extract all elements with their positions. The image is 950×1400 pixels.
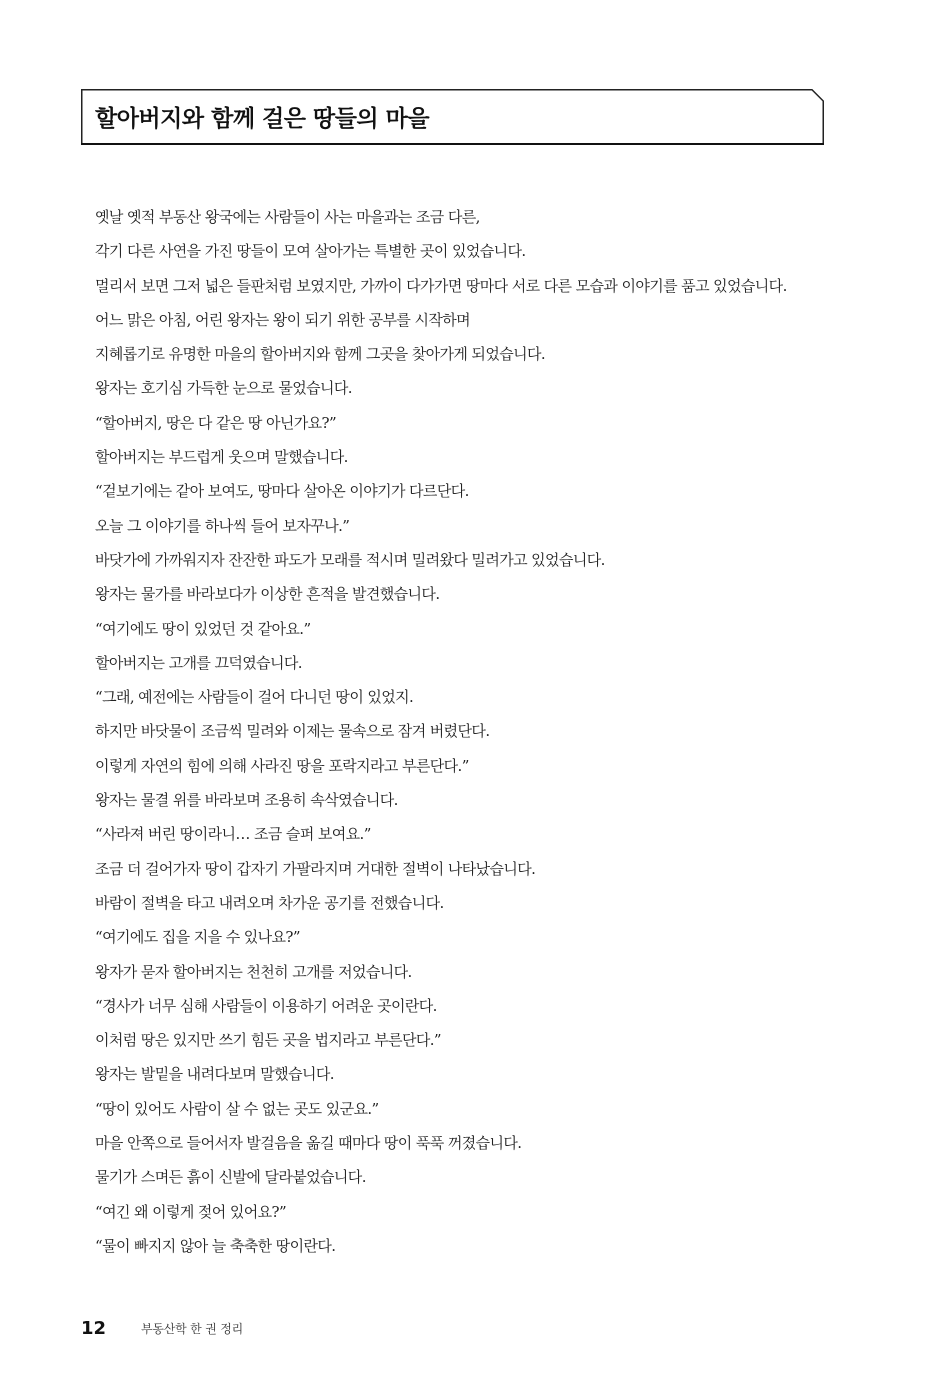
story-line: “겉보기에는 같아 보여도, 땅마다 살아온 이야기가 다르단다. <box>95 482 469 501</box>
story-line: 하지만 바닷물이 조금씩 밀려와 이제는 물속으로 잠겨 버렸단다. <box>95 722 490 741</box>
story-line: 물기가 스며든 흙이 신발에 달라붙었습니다. <box>95 1168 366 1187</box>
story-line: “여긴 왜 이렇게 젖어 있어요?” <box>95 1202 287 1221</box>
story-line: 왕자는 물결 위를 바라보며 조용히 속삭였습니다. <box>95 791 398 810</box>
running-book-title: 부동산학 한 권 정리 <box>141 1321 243 1336</box>
story-line: “물이 빠지지 않아 늘 축축한 땅이란다. <box>95 1236 336 1255</box>
story-line: 할아버지는 부드럽게 웃으며 말했습니다. <box>95 448 348 467</box>
chapter-title: 할아버지와 함께 걸은 땅들의 마을 <box>95 106 430 132</box>
story-line: 각기 다른 사연을 가진 땅들이 모여 살아가는 특별한 곳이 있었습니다. <box>95 242 526 261</box>
story-line: “여기에도 집을 지을 수 있나요?” <box>95 928 300 947</box>
story-line: “여기에도 땅이 있었던 것 같아요.” <box>95 619 311 638</box>
story-line: 바람이 절벽을 타고 내려오며 차가운 공기를 전했습니다. <box>95 893 444 912</box>
story-line: 왕자는 호기심 가득한 눈으로 물었습니다. <box>95 379 352 398</box>
story-line: 이렇게 자연의 힘에 의해 사라진 땅을 포락지라고 부른단다.” <box>95 756 469 775</box>
page-number: 12 <box>81 1317 107 1339</box>
story-line: 왕자는 물가를 바라보다가 이상한 흔적을 발견했습니다. <box>95 585 440 604</box>
story-line: “그래, 예전에는 사람들이 걸어 다니던 땅이 있었지. <box>95 688 414 707</box>
story-line: 이처럼 땅은 있지만 쓰기 힘든 곳을 법지라고 부른단다.” <box>95 1031 441 1050</box>
story-line: 바닷가에 가까워지자 잔잔한 파도가 모래를 적시며 밀려왔다 밀려가고 있었습니다. <box>95 550 605 569</box>
story-line: “땅이 있어도 사람이 살 수 없는 곳도 있군요.” <box>95 1099 379 1118</box>
story-line: 왕자가 묻자 할아버지는 천천히 고개를 저었습니다. <box>95 962 412 981</box>
chapter-title-box <box>81 89 824 145</box>
story-line: “사라져 버린 땅이라니… 조금 슬퍼 보여요.” <box>95 825 371 844</box>
story-line: 오늘 그 이야기를 하나씩 들어 보자꾸나.” <box>95 516 350 535</box>
story-line: 멀리서 보면 그저 넓은 들판처럼 보였지만, 가까이 다가가면 땅마다 서로 다른 모습과 이야기를 품고 있었습니다. <box>95 276 787 295</box>
story-line: 조금 더 걸어가자 땅이 갑자기 가팔라지며 거대한 절벽이 나타났습니다. <box>95 859 536 878</box>
story-line: “할아버지, 땅은 다 같은 땅 아닌가요?” <box>95 413 337 432</box>
story-line: 왕자는 발밑을 내려다보며 말했습니다. <box>95 1065 334 1084</box>
story-line: 옛날 옛적 부동산 왕국에는 사람들이 사는 마을과는 조금 다른, <box>95 208 480 226</box>
story-line: 지혜롭기로 유명한 마을의 할아버지와 함께 그곳을 찾아가게 되었습니다. <box>95 345 546 364</box>
page-footer <box>81 1314 243 1342</box>
story-line: 어느 맑은 아침, 어린 왕자는 왕이 되기 위한 공부를 시작하며 <box>95 310 471 329</box>
story-line: 할아버지는 고개를 끄덕였습니다. <box>95 653 302 672</box>
story-line: 마을 안쪽으로 들어서자 발걸음을 옮길 때마다 땅이 푹푹 꺼졌습니다. <box>95 1134 522 1153</box>
story-text <box>95 200 835 1263</box>
story-line: “경사가 너무 심해 사람들이 이용하기 어려운 곳이란다. <box>95 996 437 1015</box>
